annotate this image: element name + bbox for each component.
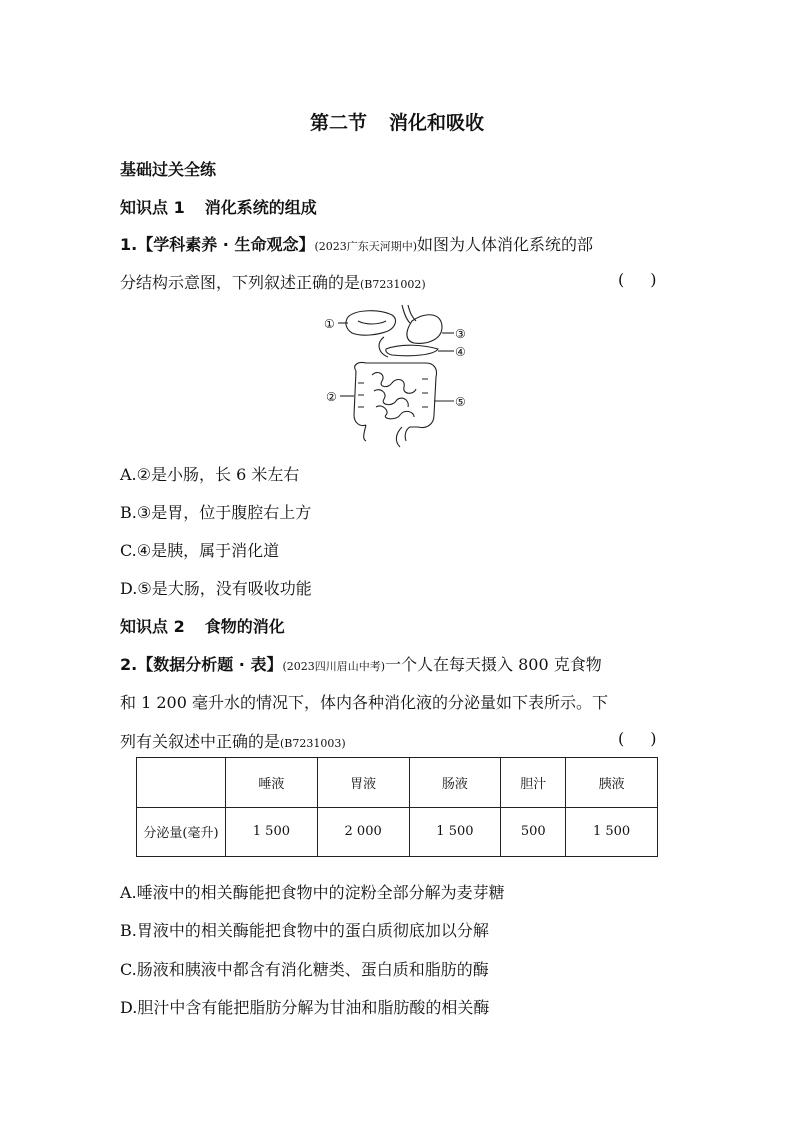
q2-stem-line1	[120, 652, 602, 675]
knowledge-point-2	[120, 614, 285, 637]
q1-text-line1: 如图为人体消化系统的部	[417, 235, 594, 254]
q2-paren-close: )	[650, 729, 657, 748]
digestive-system-figure	[322, 303, 472, 453]
page-title	[0, 108, 794, 135]
figure-label-2: ②	[326, 390, 337, 404]
q1-option-d[interactable]: D.⑤是大肠，没有吸收功能	[120, 579, 312, 598]
q1-number: 1.	[120, 235, 138, 254]
table-row	[137, 807, 658, 857]
q1-option-c[interactable]: C.④是胰，属于消化道	[120, 541, 280, 560]
title-sub: 消化和吸收	[389, 112, 485, 134]
q1-text-line2: 分结构示意图，下列叙述正确的是	[120, 273, 361, 292]
kp2-label: 知识点 2	[120, 617, 185, 636]
duodenum-shape	[379, 337, 388, 357]
title-main: 第二节	[309, 112, 367, 134]
q2-option-a[interactable]: A.唾液中的相关酶能把食物中的淀粉全部分解为麦芽糖	[120, 883, 505, 902]
kp2-name: 食物的消化	[204, 617, 285, 636]
q2-text-line3: 列有关叙述中正确的是	[120, 732, 281, 751]
table-header-cell: 胰液	[566, 758, 658, 808]
table-header-cell: 唾液	[226, 758, 318, 808]
stomach-shape	[407, 315, 442, 344]
figure-label-3: ③	[455, 327, 466, 341]
figure-label-5: ⑤	[455, 395, 466, 409]
colon-folds	[358, 379, 428, 407]
q2-stem-line3	[120, 729, 346, 752]
q1-answer-blank	[618, 270, 657, 289]
table-header-cell: 肠液	[409, 758, 501, 808]
q1-paren-open: (	[618, 270, 625, 289]
table-cell: 2 000	[317, 807, 409, 857]
table-header-row	[137, 758, 658, 808]
q1-code: (B7231002)	[360, 278, 426, 291]
secretion-table	[136, 757, 658, 857]
q2-text-line1: 一个人在每天摄入 800 克食物	[385, 655, 602, 674]
kp1-name: 消化系统的组成	[204, 198, 317, 217]
figure-label-4: ④	[455, 345, 466, 359]
q2-tag: 【数据分析题 · 表】	[137, 655, 283, 674]
q2-text-line2: 和 1 200 毫升水的情况下，体内各种消化液的分泌量如下表所示。下	[120, 693, 608, 712]
small-intestine-shape	[372, 373, 416, 419]
section-heading: 基础过关全练	[120, 160, 217, 179]
q1-paren-close: )	[650, 270, 657, 289]
table-cell: 500	[501, 807, 566, 857]
q2-option-d[interactable]: D.胆汁中含有能把脂肪分解为甘油和脂肪酸的相关酶	[120, 998, 490, 1017]
q2-source: (2023四川眉山中考)	[282, 660, 386, 673]
table-row-label: 分泌量(毫升)	[137, 807, 226, 857]
table-cell: 1 500	[226, 807, 318, 857]
liver-detail	[358, 321, 386, 324]
q1-stem-line2	[120, 270, 426, 293]
table-cell: 1 500	[409, 807, 501, 857]
table-header-cell: 胃液	[317, 758, 409, 808]
q1-option-b[interactable]: B.③是胃，位于腹腔右上方	[120, 503, 312, 522]
rectum-shape	[396, 427, 402, 447]
figure-label-1: ①	[324, 317, 335, 331]
appendix-shape	[364, 425, 366, 441]
q2-number: 2.	[120, 655, 138, 674]
q2-option-b[interactable]: B.胃液中的相关酶能把食物中的蛋白质彻底加以分解	[120, 921, 489, 940]
kp1-label: 知识点 1	[120, 198, 185, 217]
liver-shape	[346, 311, 396, 335]
q1-stem-line1	[120, 232, 593, 255]
q1-option-a[interactable]: A.②是小肠，长 6 米左右	[120, 465, 300, 484]
q1-tag: 【学科素养 · 生命观念】	[137, 235, 315, 254]
pancreas-shape	[386, 345, 438, 356]
table-cell: 1 500	[566, 807, 658, 857]
knowledge-point-1	[120, 195, 317, 218]
table-header-cell: 胆汁	[501, 758, 566, 808]
q2-code: (B7231003)	[280, 737, 346, 750]
q1-source: (2023广东天河期中)	[314, 240, 418, 253]
q2-stem-line2	[120, 690, 608, 713]
q2-answer-blank	[618, 729, 657, 748]
q2-option-c[interactable]: C.肠液和胰液中都含有消化糖类、蛋白质和脂肪的酶	[120, 960, 489, 979]
q2-paren-open: (	[618, 729, 625, 748]
table-header-cell	[137, 758, 226, 808]
